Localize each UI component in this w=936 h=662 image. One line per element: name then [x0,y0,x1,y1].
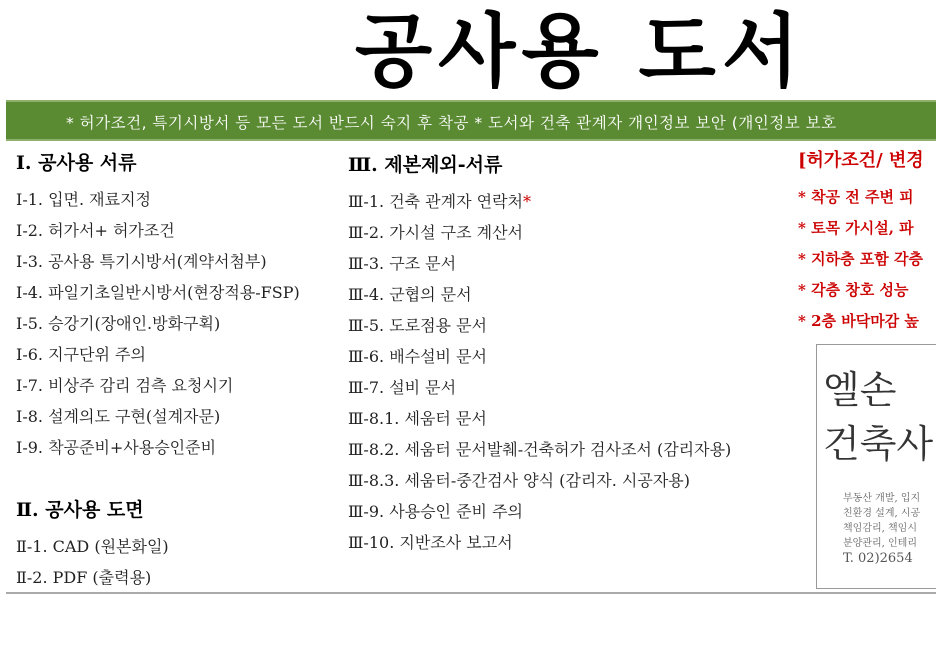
document-link[interactable]: Ⅲ-5. 도로점용 문서 [348,316,488,335]
condition-link[interactable]: * 토목 가시설, 파 [798,219,914,237]
document-link[interactable]: Ⅰ-6. 지구단위 주의 [16,345,146,364]
condition-link[interactable]: * 지하층 포함 각층 [798,250,923,268]
permit-conditions-heading: [허가조건/ 변경 [798,150,924,171]
document-link[interactable]: Ⅱ-2. PDF (출력용) [16,568,152,587]
document-link[interactable]: Ⅲ-10. 지반조사 보고서 [348,533,513,552]
promo-service: 분양관리, 인테리 [843,538,917,549]
bottom-divider [6,592,936,594]
promo-service: 친환경 설계, 시공 [843,508,921,519]
required-mark: * [523,192,532,211]
document-link[interactable]: Ⅰ-3. 공사용 특기시방서(계약서첨부) [16,252,267,271]
document-link[interactable] [348,186,731,217]
section-1 [16,148,300,463]
notice-banner [6,100,936,141]
promo-service: 책임감리, 책임시 [843,523,917,534]
document-link[interactable]: Ⅲ-8.2. 세움터 문서발췌-건축허가 검사조서 (감리자용) [348,440,732,459]
document-link[interactable]: Ⅰ-1. 입면. 재료지정 [16,190,151,209]
document-link[interactable]: Ⅰ-9. 착공준비+사용승인준비 [16,438,217,457]
promo-service: 부동산 개발, 입지 [843,493,921,504]
document-link-label: Ⅲ-1. 건축 관계자 연락처 [348,192,524,211]
permit-conditions [798,146,936,337]
document-link[interactable]: Ⅰ-8. 설계의도 구현(설계자문) [16,407,221,426]
document-link[interactable]: Ⅲ-4. 군협의 문서 [348,285,472,304]
notice-banner-text: * 허가조건, 특기시방서 등 모든 도서 반드시 숙지 후 착공 * 도서와 건축 관계자 개인정보 보안 (개인정보 보호 [66,114,837,132]
document-link[interactable]: Ⅰ-2. 허가서+ 허가조건 [16,221,175,240]
document-link[interactable]: Ⅲ-6. 배수설비 문서 [348,347,488,366]
condition-link[interactable]: * 2층 바닥마감 높 [798,312,919,330]
document-link[interactable]: Ⅰ-4. 파일기초일반시방서(현장적용-FSP) [16,283,300,302]
document-link[interactable]: Ⅱ-1. CAD (원본화일) [16,537,169,556]
document-link[interactable]: Ⅰ-5. 승강기(장애인.방화구획) [16,314,221,333]
section-2 [16,495,169,593]
page-title: 공사용 도서 [354,5,806,98]
promo-name: 엘손 [823,368,897,412]
document-link[interactable]: Ⅲ-3. 구조 문서 [348,254,457,273]
condition-link[interactable]: * 착공 전 주변 피 [798,188,914,206]
document-link[interactable]: Ⅲ-7. 설비 문서 [348,378,457,397]
section-2-heading: Ⅱ. 공사용 도면 [16,499,144,521]
document-link[interactable]: Ⅰ-7. 비상주 감리 검측 요청시기 [16,376,234,395]
document-link[interactable]: Ⅲ-2. 가시설 구조 계산서 [348,223,524,242]
promo-phone: T. 02)2654 [843,551,913,566]
section-3 [348,150,731,558]
document-link[interactable]: Ⅲ-8.3. 세움터-중간검사 양식 (감리자. 시공자용) [348,471,690,490]
document-link[interactable]: Ⅲ-9. 사용승인 준비 주의 [348,502,524,521]
condition-link[interactable]: * 각층 창호 성능 [798,281,909,299]
promo-subtitle: 건축사 [823,422,934,466]
document-link[interactable]: Ⅲ-8.1. 세움터 문서 [348,409,487,428]
section-1-heading: Ⅰ. 공사용 서류 [16,152,137,174]
section-3-heading: Ⅲ. 제본제외-서류 [348,154,503,176]
company-promo-card [816,344,936,589]
